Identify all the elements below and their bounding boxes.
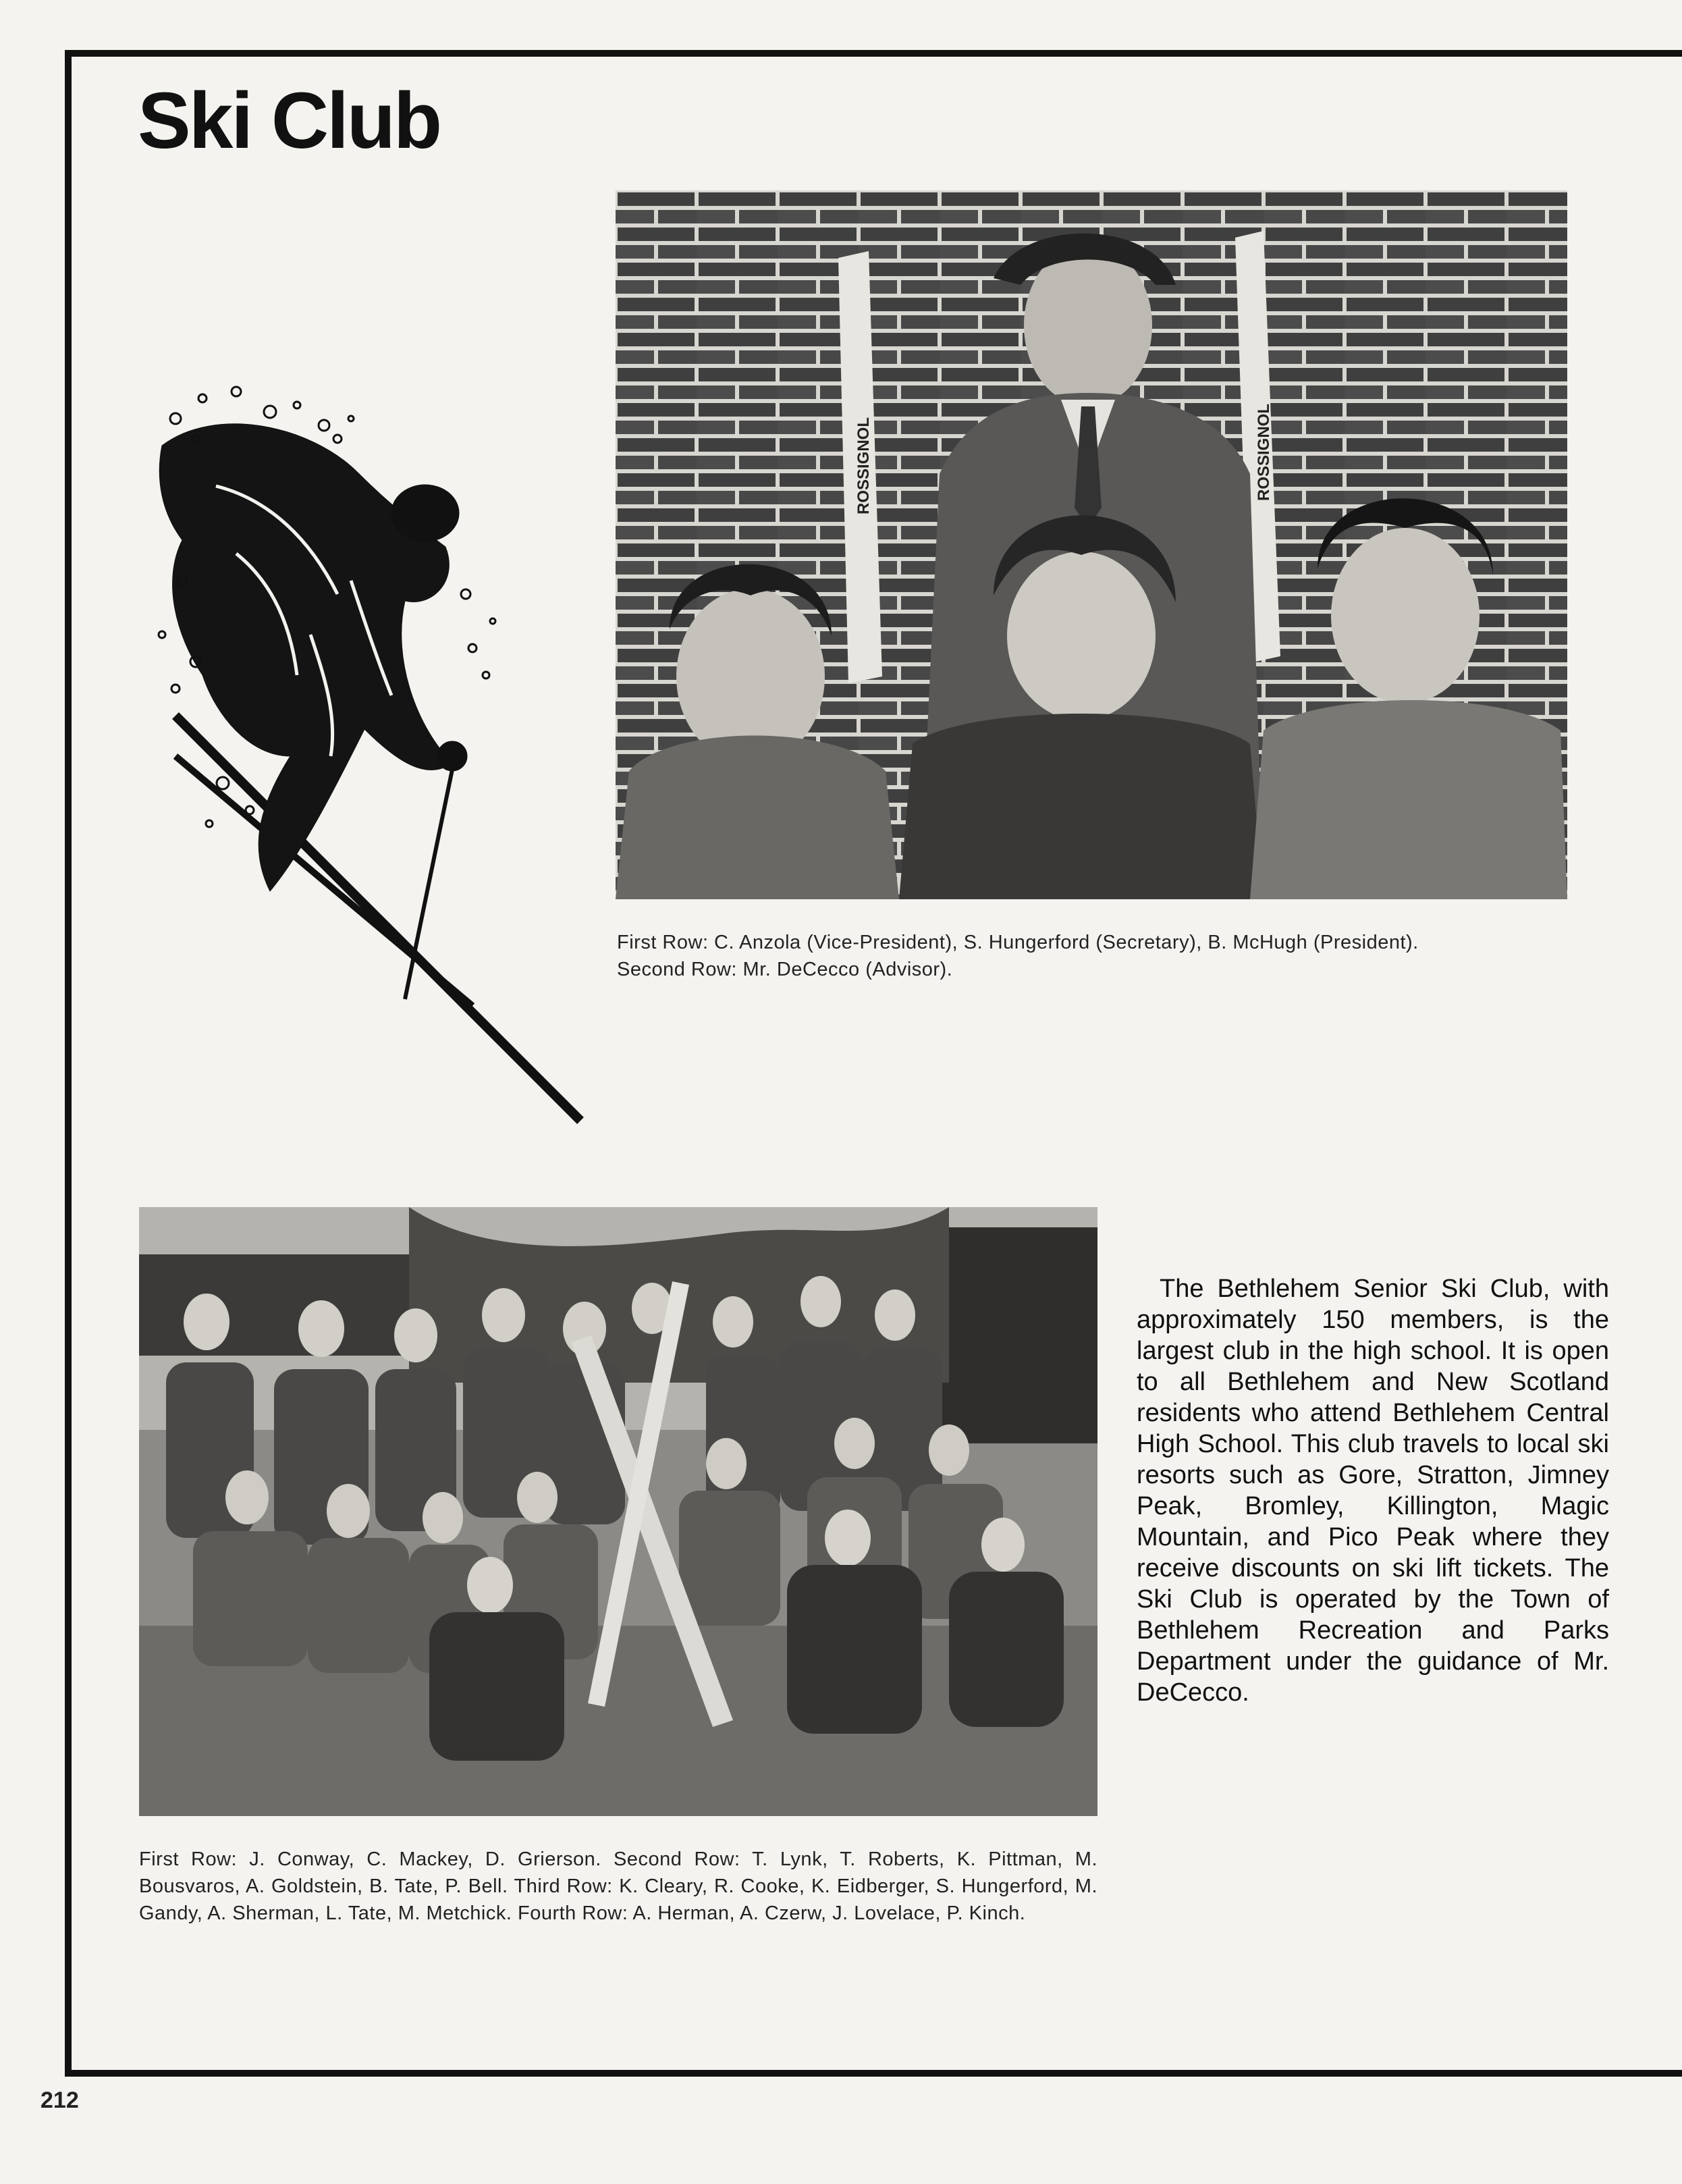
officers-caption-line1: First Row: C. Anzola (Vice-President), S. Hungerford (Secretary), B. McHugh (President). <box>617 932 1419 953</box>
officers-caption-line2: Second Row: Mr. DeCecco (Advisor). <box>617 959 953 980</box>
ski-brand-right: ROSSIGNOL <box>1255 403 1273 501</box>
ski-brand-left: ROSSIGNOL <box>854 417 873 514</box>
group-photo <box>139 1207 1097 1816</box>
ski-club-description: The Bethlehem Senior Ski Club, with approximately 150 members, is the largest club in the high school. It is open to all Bethlehem and New Scotland residents who attend Bethlehem Central High School. This club travels to local ski resorts such as Gore, Stratton, Jimney Peak, Bromley, Killington, Magic Mountain, and Pico Peak where they receive discounts on ski lift tickets. The Ski Club is operated by the Town of Bethlehem Recreation and Parks Department under the guidance of Mr. DeCecco. <box>1137 1275 1609 1707</box>
group-photo-caption: First Row: J. Conway, C. Mackey, D. Grierson. Second Row: T. Lynk, T. Roberts, K. Pittman, M. Bousvaros, A. Goldstein, B. Tate, P. Bell. Third Row: K. Cleary, R. Cooke, K. Eidberger, S. Hungerford, M. Gandy, A. Sherman, L. Tate, M. Metchick. Fourth Row: A. Herman, A. Czerw, J. Lovelace, P. Kinch. <box>139 1848 1097 1924</box>
page-number: 212 <box>40 2087 79 2113</box>
skier-illustration <box>135 378 594 1127</box>
page-title: Ski Club <box>138 76 441 165</box>
officers-photo-caption <box>617 929 1589 983</box>
officers-photo <box>616 190 1567 899</box>
